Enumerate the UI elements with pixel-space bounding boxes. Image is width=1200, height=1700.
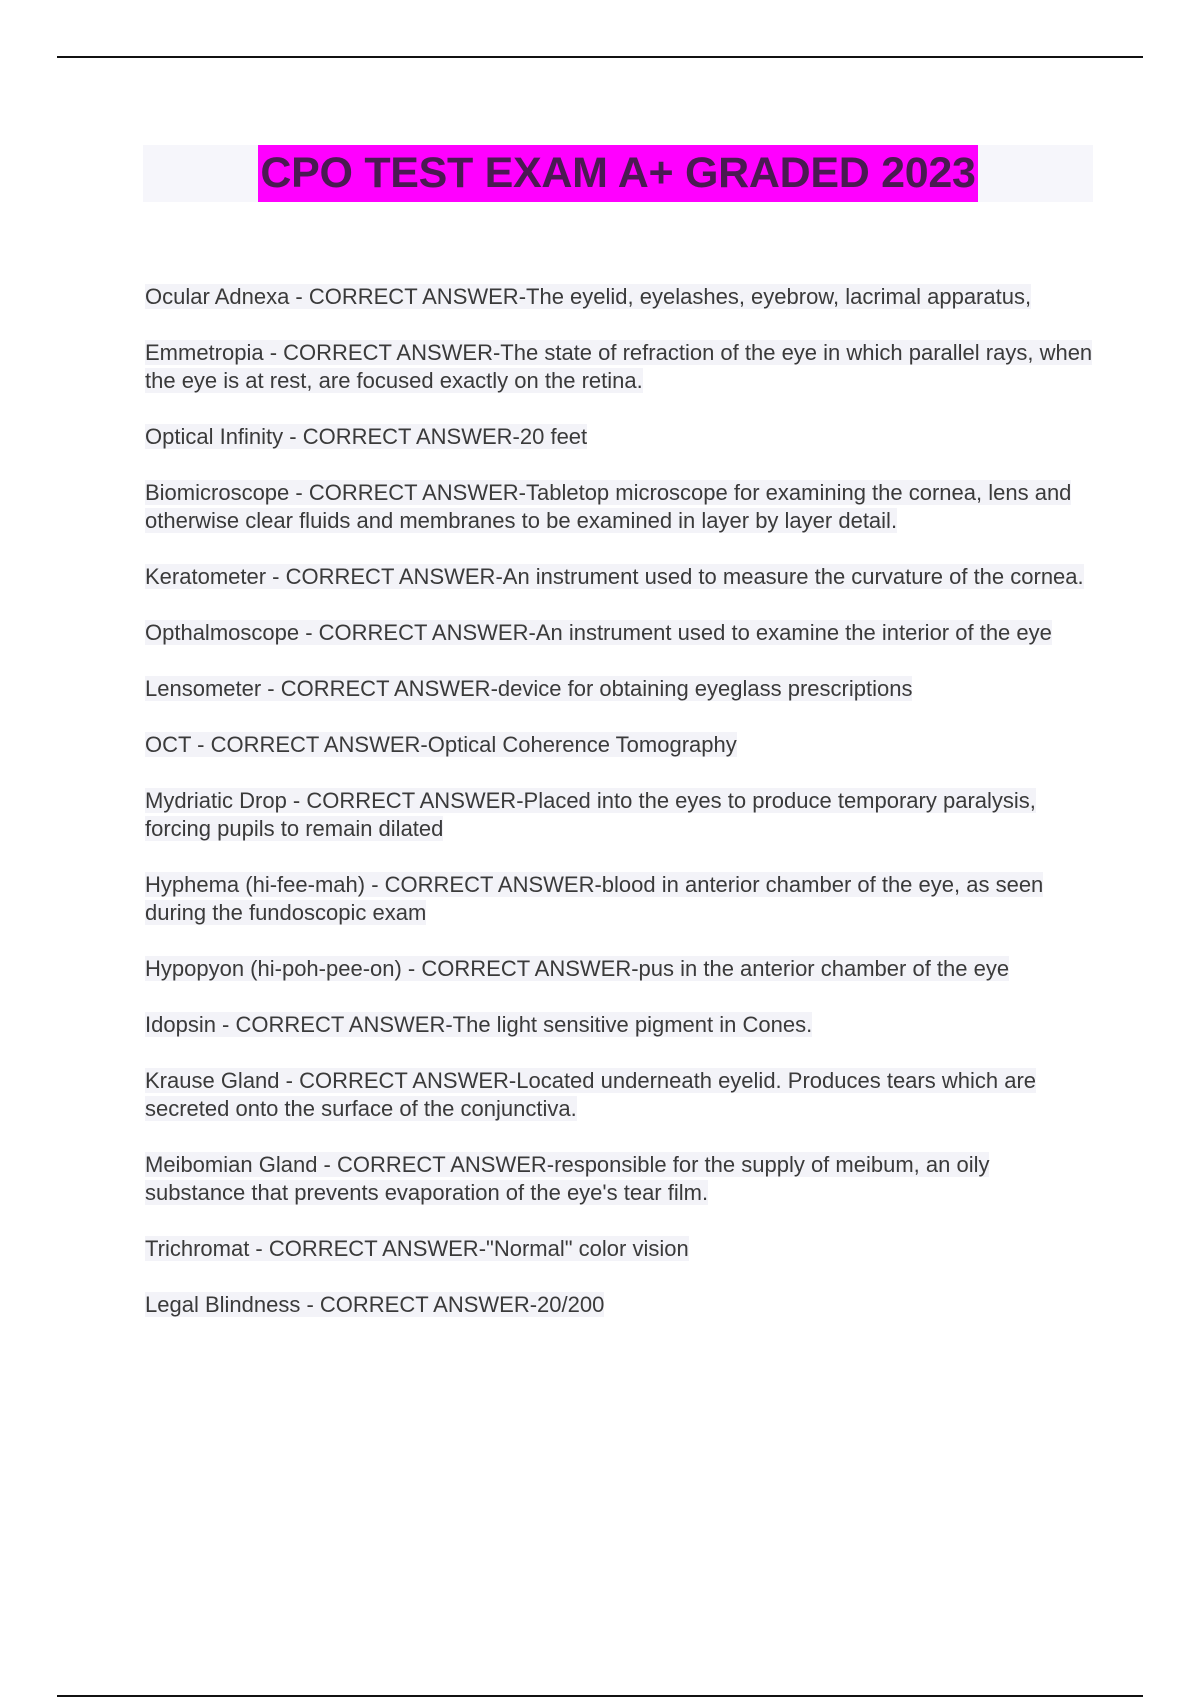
- qa-item: [145, 731, 1095, 759]
- qa-item-text: Legal Blindness - CORRECT ANSWER-20/200: [145, 1292, 605, 1317]
- qa-item-text: Hyphema (hi-fee-mah) - CORRECT ANSWER-blood in anterior chamber of the eye, as seen during the fundoscopic exam: [145, 872, 1044, 925]
- qa-item-text: Idopsin - CORRECT ANSWER-The light sensitive pigment in Cones.: [145, 1012, 813, 1037]
- qa-item: [145, 563, 1095, 591]
- qa-item-text: OCT - CORRECT ANSWER-Optical Coherence Tomography: [145, 732, 737, 757]
- qa-item-text: Biomicroscope - CORRECT ANSWER-Tabletop microscope for examining the cornea, lens and otherwise clear fluids and membranes to be examined in layer by layer detail.: [145, 480, 1072, 533]
- header-rule: [57, 56, 1143, 58]
- qa-item-text: Meibomian Gland - CORRECT ANSWER-responsible for the supply of meibum, an oily substance that prevents evaporation of the eye's tear film.: [145, 1152, 990, 1205]
- footer-rule: [57, 1695, 1143, 1697]
- qa-item-text: Mydriatic Drop - CORRECT ANSWER-Placed into the eyes to produce temporary paralysis, forcing pupils to remain dilated: [145, 788, 1036, 841]
- qa-item-text: Ocular Adnexa - CORRECT ANSWER-The eyelid, eyelashes, eyebrow, lacrimal apparatus,: [145, 284, 1032, 309]
- qa-item: [145, 787, 1095, 843]
- qa-item: [145, 1151, 1095, 1207]
- qa-list: [145, 283, 1095, 1347]
- qa-item: [145, 955, 1095, 983]
- page-title: CPO TEST EXAM A+ GRADED 2023: [258, 145, 977, 202]
- qa-item-text: Keratometer - CORRECT ANSWER-An instrument used to measure the curvature of the cornea.: [145, 564, 1084, 589]
- qa-item-text: Krause Gland - CORRECT ANSWER-Located underneath eyelid. Produces tears which are secreted onto the surface of the conjunctiva.: [145, 1068, 1037, 1121]
- qa-item: [145, 339, 1095, 395]
- qa-item-text: Optical Infinity - CORRECT ANSWER-20 feet: [145, 424, 588, 449]
- qa-item: [145, 423, 1095, 451]
- qa-item-text: Emmetropia - CORRECT ANSWER-The state of refraction of the eye in which parallel rays, when the eye is at rest, are focused exactly on the retina.: [145, 340, 1093, 393]
- qa-item: [145, 871, 1095, 927]
- qa-item-text: Lensometer - CORRECT ANSWER-device for obtaining eyeglass prescriptions: [145, 676, 913, 701]
- qa-item: [145, 1235, 1095, 1263]
- title-band: [143, 145, 1093, 202]
- qa-item-text: Opthalmoscope - CORRECT ANSWER-An instrument used to examine the interior of the eye: [145, 620, 1052, 645]
- qa-item-text: Trichromat - CORRECT ANSWER-"Normal" color vision: [145, 1236, 689, 1261]
- qa-item: [145, 479, 1095, 535]
- qa-item: [145, 1011, 1095, 1039]
- qa-item: [145, 1067, 1095, 1123]
- qa-item: [145, 619, 1095, 647]
- qa-item-text: Hypopyon (hi-poh-pee-on) - CORRECT ANSWER-pus in the anterior chamber of the eye: [145, 956, 1010, 981]
- qa-item: [145, 283, 1095, 311]
- qa-item: [145, 1291, 1095, 1319]
- qa-item: [145, 675, 1095, 703]
